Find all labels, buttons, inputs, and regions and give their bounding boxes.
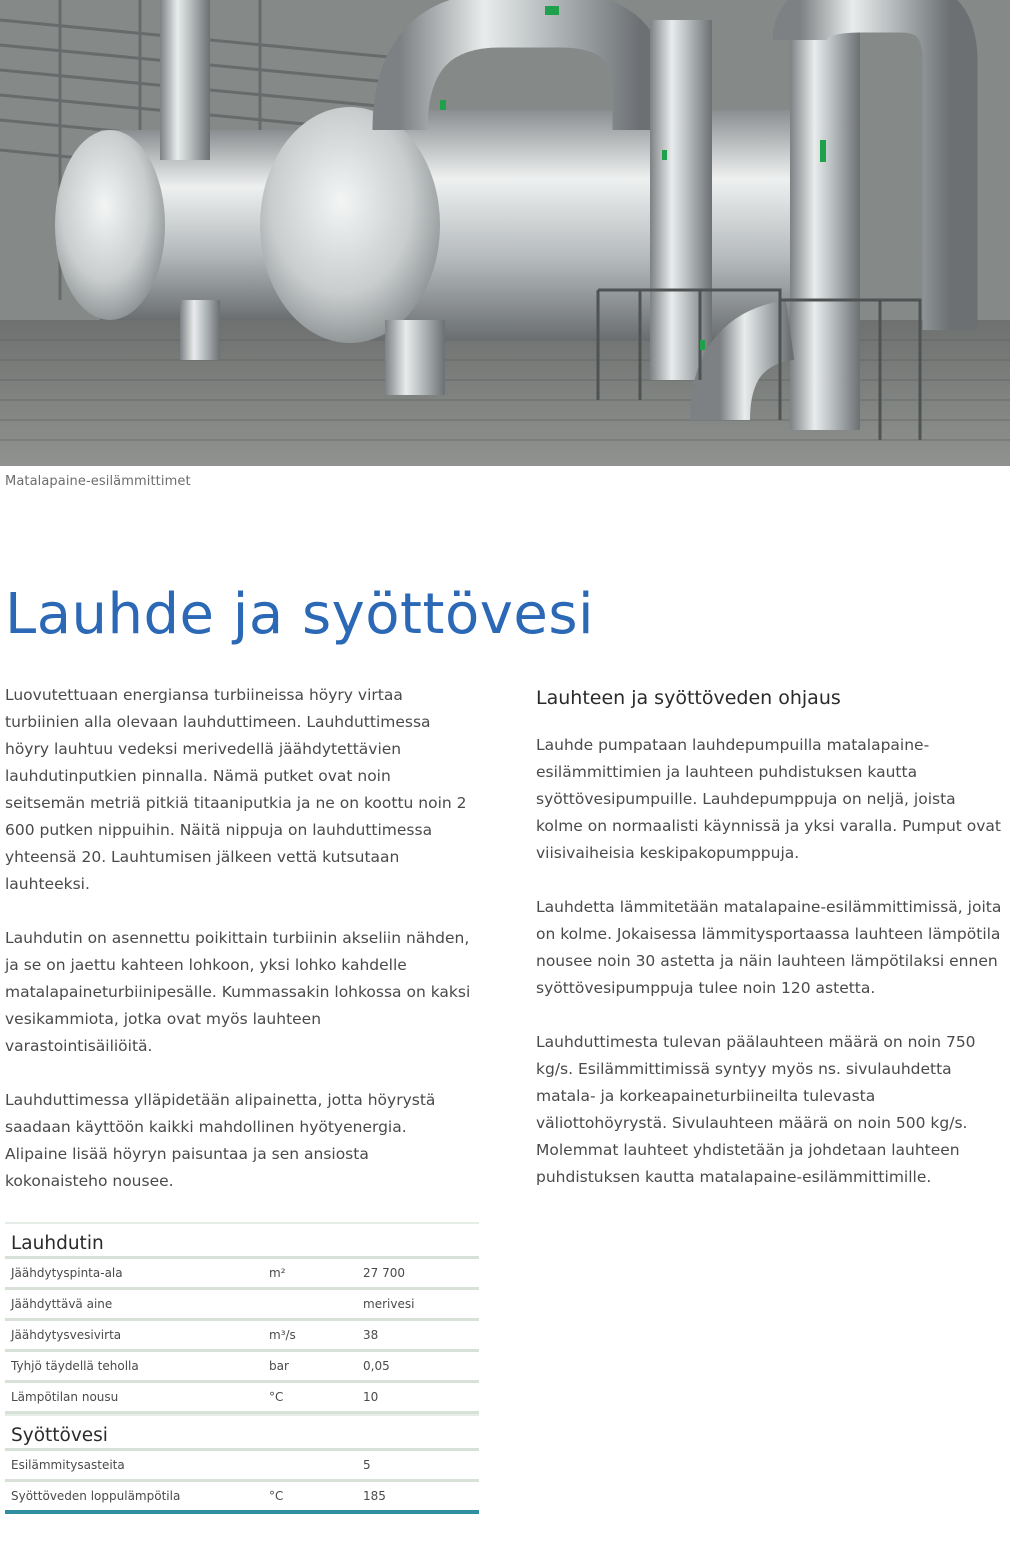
row-value: 5 <box>357 1450 479 1481</box>
table-row <box>5 1258 479 1289</box>
row-unit: bar <box>263 1351 357 1382</box>
row-unit: m² <box>263 1258 357 1289</box>
row-label: Jäähdytysvesivirta <box>5 1320 263 1351</box>
table-row <box>5 1351 479 1382</box>
row-value: merivesi <box>357 1289 479 1320</box>
row-unit <box>263 1450 357 1481</box>
paragraph: Lauhduttimesta tulevan päälauhteen määrä on noin 750 kg/s. Esilämmittimissä syntyy myös ns. sivulauhdetta matala- ja korkeapaineturbiineilta tulevasta väliottohöyrystä. Sivulauhteen määrä on noin 500 kg/s. Molemmat lauhteet yhdistetään ja johdetaan lauhteen puhdistuksen kautta matalapaine-esilämmittimille. <box>536 1033 976 1186</box>
photo-caption: Matalapaine-esilämmittimet <box>5 474 191 489</box>
row-label: Esilämmitysasteita <box>5 1450 263 1481</box>
row-unit: °C <box>263 1382 357 1413</box>
row-label: Tyhjö täydellä teholla <box>5 1351 263 1382</box>
row-label: Jäähdyttävä aine <box>5 1289 263 1320</box>
paragraph: Luovutettuaan energiansa turbiineissa höyry virtaa turbiinien alla olevaan lauhduttimeen. Lauhduttimessa höyry lauhtuu vedeksi merivedellä jäähdytettävien lauhdutinputkien pinnalla. Nämä putket ovat noin seitsemän metriä pitkiä titaaniputkia ja ne on koottu noin 2 600 putken nippuihin. Näitä nippuja on lauhduttimessa yhteensä 20. Lauhtumisen jälkeen vettä kutsutaan lauhteeksi. <box>5 686 467 893</box>
row-unit: °C <box>263 1481 357 1512</box>
row-label: Jäähdytyspinta-ala <box>5 1258 263 1289</box>
table-title-syottovesi: Syöttövesi <box>5 1414 479 1448</box>
row-label: Syöttöveden loppulämpötila <box>5 1481 263 1512</box>
paragraph: Lauhduttimessa ylläpidetään alipainetta, jotta höyrystä saadaan käyttöön kaikki mahdollinen hyötyenergia. Alipaine lisää höyryn paisuntaa ja sen ansiosta kokonaisteho nousee. <box>5 1091 436 1190</box>
right-column <box>536 682 1004 1218</box>
row-unit: m³/s <box>263 1320 357 1351</box>
table-lauhdutin <box>5 1256 479 1414</box>
paragraph: Lauhde pumpataan lauhdepumpuilla matalapaine-esilämmittimien ja lauhteen puhdistuksen kautta syöttövesipumpuille. Lauhdepumppuja on neljä, joista kolme on normaalisti käynnissä ja yksi varalla. Pumput ovat viisivaiheisia keskipakopumppuja. <box>536 736 1002 862</box>
left-column <box>5 682 473 1222</box>
table-row <box>5 1289 479 1320</box>
row-value: 10 <box>357 1382 479 1413</box>
row-value: 38 <box>357 1320 479 1351</box>
paragraph: Lauhdutin on asennettu poikittain turbiinin akseliin nähden, ja se on jaettu kahteen lohkoon, yksi lohko kahdelle matalapaineturbiinipesälle. Kummassakin lohkossa on kaksi vesikammiota, jotka ovat myös lauhteen varastointisäiliöitä. <box>5 929 471 1055</box>
row-unit <box>263 1289 357 1320</box>
spec-tables <box>5 1222 479 1514</box>
table-row <box>5 1382 479 1413</box>
row-value: 185 <box>357 1481 479 1512</box>
row-value: 0,05 <box>357 1351 479 1382</box>
photo-illustration <box>0 0 1010 466</box>
table-syottovesi <box>5 1448 479 1513</box>
row-value: 27 700 <box>357 1258 479 1289</box>
page-title: Lauhde ja syöttövesi <box>5 582 595 647</box>
section-heading: Lauhteen ja syöttöveden ohjaus <box>536 687 841 709</box>
industrial-heaters-photo <box>0 0 1010 466</box>
table-row <box>5 1481 479 1512</box>
table-row <box>5 1450 479 1481</box>
table-end-rule <box>5 1510 479 1514</box>
paragraph: Lauhdetta lämmitetään matalapaine-esilämmittimissä, joita on kolme. Jokaisessa lämmitysportaassa lauhteen lämpötila nousee noin 30 astetta ja näin lauhteen lämpötilaksi ennen syöttövesipumppuja tulee noin 120 astetta. <box>536 898 1002 997</box>
table-row <box>5 1320 479 1351</box>
row-label: Lämpötilan nousu <box>5 1382 263 1413</box>
table-title-lauhdutin: Lauhdutin <box>5 1222 479 1256</box>
